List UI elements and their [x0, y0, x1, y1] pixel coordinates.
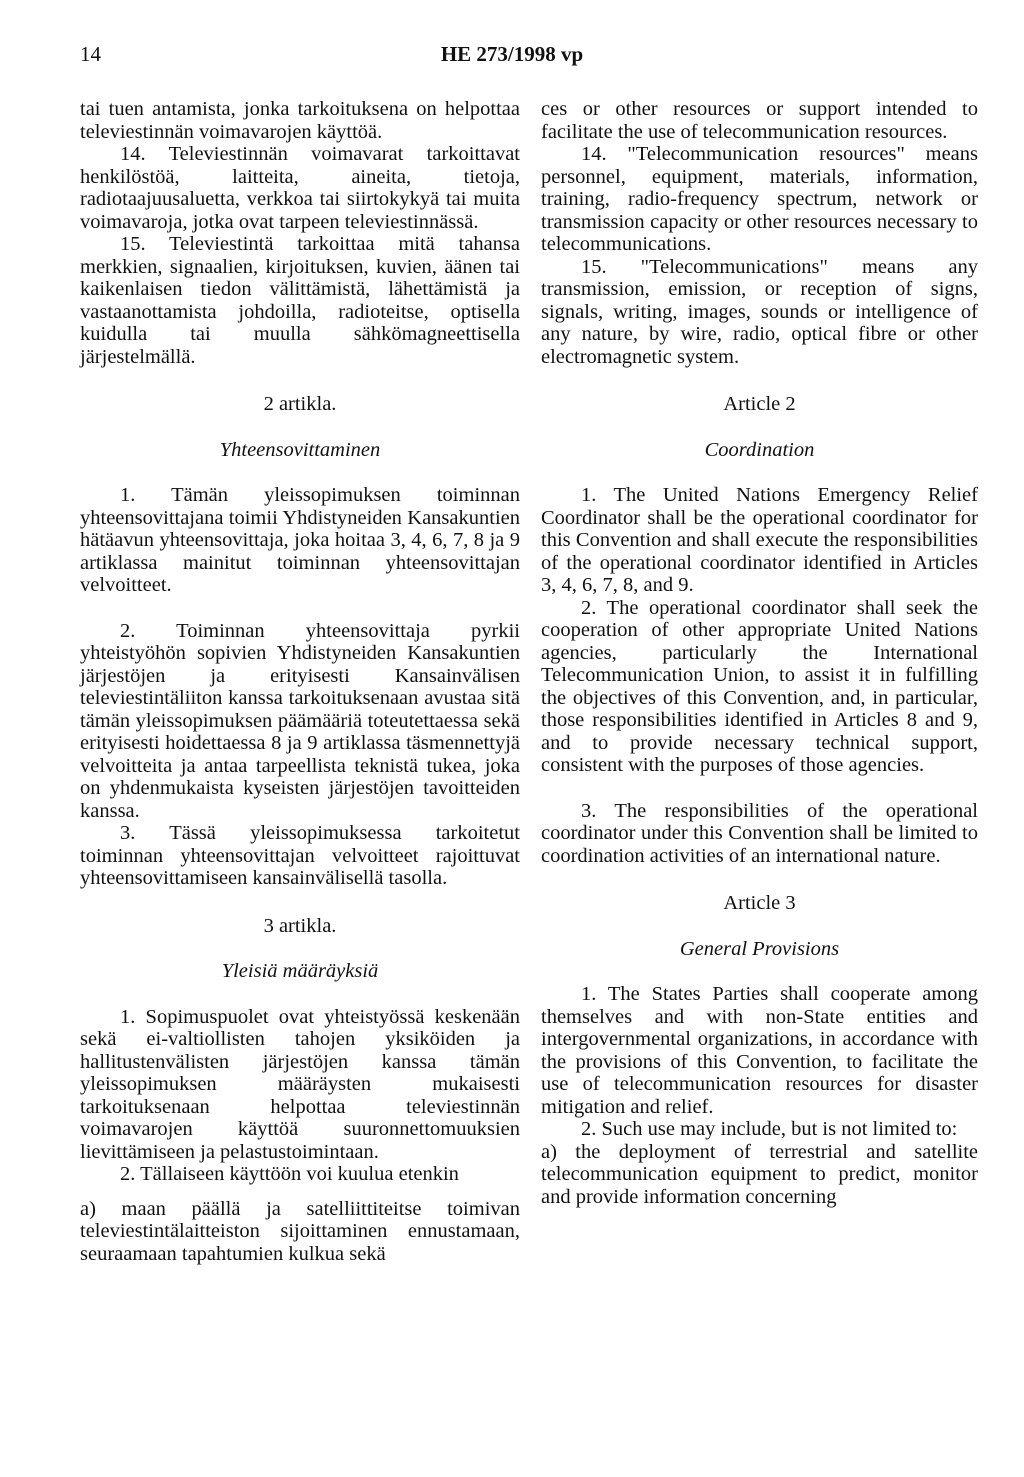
english-article-3-title: General Provisions	[679, 937, 840, 960]
english-definition-15: 15. "Telecommunications" means any transmission, emission, or reception of signs, signals, writing, images, sounds or intelligence of any nature, by wire, radio, optical fibre or other electromagnetic system.	[541, 255, 978, 368]
page-number: 14	[80, 42, 101, 66]
english-column	[541, 98, 978, 1208]
english-article-3-para-2: 2. Such use may include, but is not limited to:	[581, 1118, 958, 1140]
finnish-article-2-para-2: 2. Toiminnan yhteensovittaja pyrkii yhteistyöhön sopivien Yhdistyneiden Kansakuntien järjestöjen ja erityisesti Kansainvälisen televiestintäliiton kanssa tarkoituksenaan avustaa sitä tämän yleissopimuksen päämääriä toteutettaessa sekä erityisesti hoidettaessa 8 ja 9 artiklassa täsmennettyjä velvoitteita ja antaa tarpeellista teknistä tukea, joka on yhdenmukaista kyseisten järjestöjen tavoitteiden kanssa.	[80, 619, 520, 822]
english-article-2-para-1: 1. The United Nations Emergency Relief Coordinator shall be the operational coordinator for this Convention and shall execute the responsibilities of the operational coordinator identified in Articles 3, 4, 6, 7, 8, and 9.	[541, 484, 978, 596]
english-article-3-para-1: 1. The States Parties shall cooperate among themselves and with non-State entities and intergovernmental organizations, in accordance with the provisions of this Convention, to facilitate the use of telecommunication resources for disaster mitigation and relief.	[541, 983, 978, 1118]
english-article-2-heading: Article 2	[723, 393, 796, 415]
running-title: HE 273/1998 vp	[440, 42, 584, 66]
finnish-article-3-para-1: 1. Sopimuspuolet ovat yhteistyössä keskenään sekä ei-valtiollisten tahojen yksiköiden ja hallitustenvälisten järjestöjen kanssa tämän yleissopimuksen määräysten mukaisesti tarkoituksenaan helpottaa televiestinnän voimavarojen käyttöä suuronnettomuuksien lievittämiseen ja pelastustoimintaan.	[80, 1005, 520, 1163]
finnish-intro: tai tuen antamista, jonka tarkoituksena on helpottaa televiestinnän voimavarojen käyttöä.	[80, 98, 520, 143]
english-definition-14: 14. "Telecommunication resources" means personnel, equipment, materials, information, training, radio-frequency spectrum, network or transmission capacity or other resources necessary to telecommunications.	[541, 143, 978, 255]
finnish-article-3-para-a: a) maan päällä ja satelliittiteitse toimivan televiestintälaitteiston sijoittaminen ennustamaan, seuraamaan tapahtumien kulkua sekä	[80, 1197, 520, 1265]
english-article-3-heading: Article 3	[723, 892, 796, 914]
english-intro: ces or other resources or support intended to facilitate the use of telecommunication resources.	[541, 98, 978, 143]
finnish-definition-14: 14. Televiestinnän voimavarat tarkoittavat henkilöstöä, laitteita, aineita, tietoja, radiotaajuusaluetta, verkkoa tai siirtokykyä tai muita voimavaroja, jotka ovat tarpeen televiestinnässä.	[80, 143, 520, 233]
finnish-article-3-title: Yleisiä määräyksiä	[221, 960, 379, 982]
finnish-article-3-heading: 3 artikla.	[263, 914, 337, 937]
finnish-column	[80, 98, 520, 1265]
finnish-definition-15: 15. Televiestintä tarkoittaa mitä tahansa merkkien, signaalien, kirjoituksen, kuvien, äänen tai kaikenlaisen tiedon välittämistä, lähettämistä ja vastaanottamista johdoilla, radioteitse, optisella kuidulla tai muulla sähkömagneettisella järjestelmällä.	[80, 233, 520, 368]
finnish-article-2-para-3: 3. Tässä yleissopimuksessa tarkoitetut toiminnan yhteensovittajan velvoitteet rajoittuvat yhteensovittamiseen kansainvälisellä tasolla.	[80, 822, 520, 889]
finnish-article-2-title: Yhteensovittaminen	[219, 438, 381, 461]
english-article-3-para-a: a) the deployment of terrestrial and satellite telecommunication equipment to predict, monitor and provide information concerning	[541, 1140, 978, 1208]
finnish-article-2-para-1: 1. Tämän yleissopimuksen toiminnan yhteensovittajana toimii Yhdistyneiden Kansakuntien hätäavun yhteensovittaja, joka hoitaa 3, 4, 6, 7, 8 ja 9 artiklassa mainitut toiminnan yhteensovittajan velvoitteet.	[80, 484, 520, 596]
finnish-article-3-para-2: 2. Tällaiseen käyttöön voi kuulua etenkin	[120, 1163, 459, 1185]
finnish-article-2-heading: 2 artikla.	[263, 393, 337, 415]
english-article-2-para-2: 2. The operational coordinator shall seek the cooperation of other appropriate United Nations agencies, particularly the International Telecommunication Union, to assist it in fulfilling the objectives of this Convention, and, in particular, those responsibilities identified in Articles 8 and 9, and to provide necessary technical support, consistent with the purposes of those agencies.	[541, 596, 978, 776]
english-article-2-para-3: 3. The responsibilities of the operational coordinator under this Convention shall be limited to coordination activities of an international nature.	[541, 799, 978, 867]
english-article-2-title: Coordination	[704, 438, 815, 461]
